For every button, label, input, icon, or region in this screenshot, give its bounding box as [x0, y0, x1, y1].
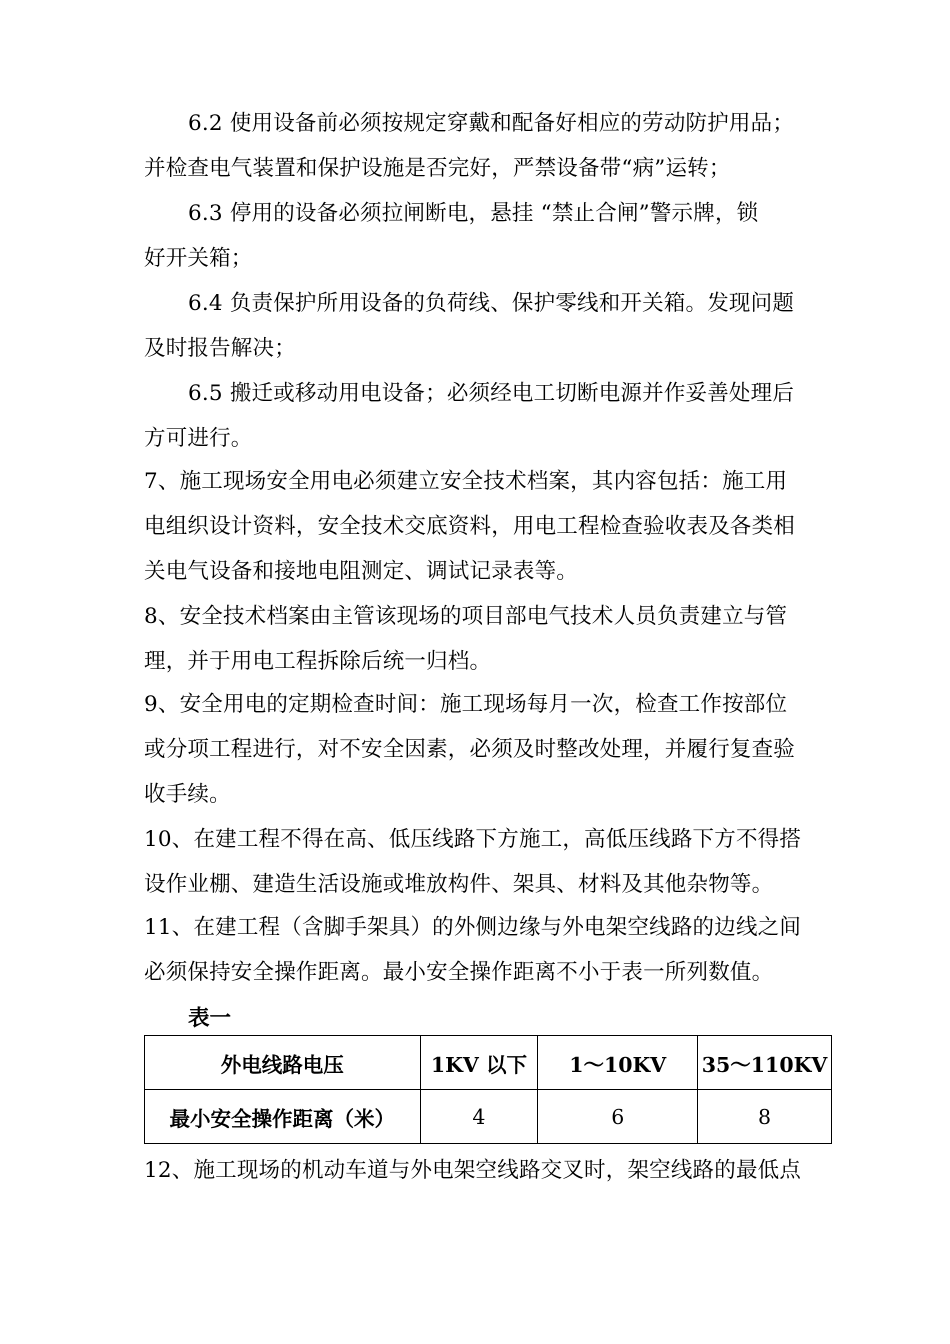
text-line: 11、在建工程（含脚手架具）的外侧边缘与外电架空线路的边线之间 — [144, 915, 802, 940]
header-cell-below-1kv: 1KV 以下 — [420, 1036, 538, 1090]
text-line: 收手续。 — [144, 782, 231, 807]
text-line: 或分项工程进行，对不安全因素，必须及时整改处理，并履行复查验 — [144, 737, 796, 762]
value-cell: 8 — [698, 1090, 832, 1144]
text-line: 理，并于用电工程拆除后统一归档。 — [144, 649, 492, 674]
text-line: 好开关箱； — [144, 246, 253, 271]
row-label-cell: 最小安全操作距离（米） — [145, 1090, 421, 1144]
text-line: 设作业棚、建造生活设施或堆放构件、架具、材料及其他杂物等。 — [144, 872, 774, 897]
table-row — [145, 1090, 832, 1144]
value-cell: 6 — [538, 1090, 698, 1144]
table-header-row — [145, 1036, 832, 1090]
text-line: 6.5 搬迁或移动用电设备；必须经电工切断电源并作妥善处理后 — [188, 381, 795, 406]
text-line: 6.2 使用设备前必须按规定穿戴和配备好相应的劳动防护用品； — [188, 111, 795, 136]
safety-distance-table — [144, 1035, 832, 1144]
text-line: 必须保持安全操作距离。最小安全操作距离不小于表一所列数值。 — [144, 960, 774, 985]
value-cell: 4 — [420, 1090, 538, 1144]
text-line: 及时报告解决； — [144, 336, 296, 361]
header-cell-1-10kv: 1～10KV — [538, 1036, 698, 1090]
text-line: 关电气设备和接地电阻测定、调试记录表等。 — [144, 559, 579, 584]
header-cell-voltage: 外电线路电压 — [145, 1036, 421, 1090]
header-cell-35-110kv: 35～110KV — [698, 1036, 832, 1090]
text-line: 并检查电气装置和保护设施是否完好，严禁设备带“病”运转； — [144, 156, 731, 181]
text-line: 电组织设计资料，安全技术交底资料，用电工程检查验收表及各类相 — [144, 514, 796, 539]
table-caption: 表一 — [188, 1006, 232, 1031]
text-line: 6.3 停用的设备必须拉闸断电，悬挂 “禁止合闸”警示牌，锁 — [188, 201, 759, 226]
text-line: 6.4 负责保护所用设备的负荷线、保护零线和开关箱。发现问题 — [188, 291, 795, 316]
text-line: 10、在建工程不得在高、低压线路下方施工，高低压线路下方不得搭 — [144, 827, 802, 852]
text-line: 7、施工现场安全用电必须建立安全技术档案，其内容包括：施工用 — [144, 469, 788, 494]
text-line: 9、安全用电的定期检查时间：施工现场每月一次，检查工作按部位 — [144, 692, 788, 717]
text-line: 8、安全技术档案由主管该现场的项目部电气技术人员负责建立与管 — [144, 604, 788, 629]
text-line: 12、施工现场的机动车道与外电架空线路交叉时，架空线路的最低点 — [144, 1158, 802, 1183]
text-line: 方可进行。 — [144, 426, 253, 451]
